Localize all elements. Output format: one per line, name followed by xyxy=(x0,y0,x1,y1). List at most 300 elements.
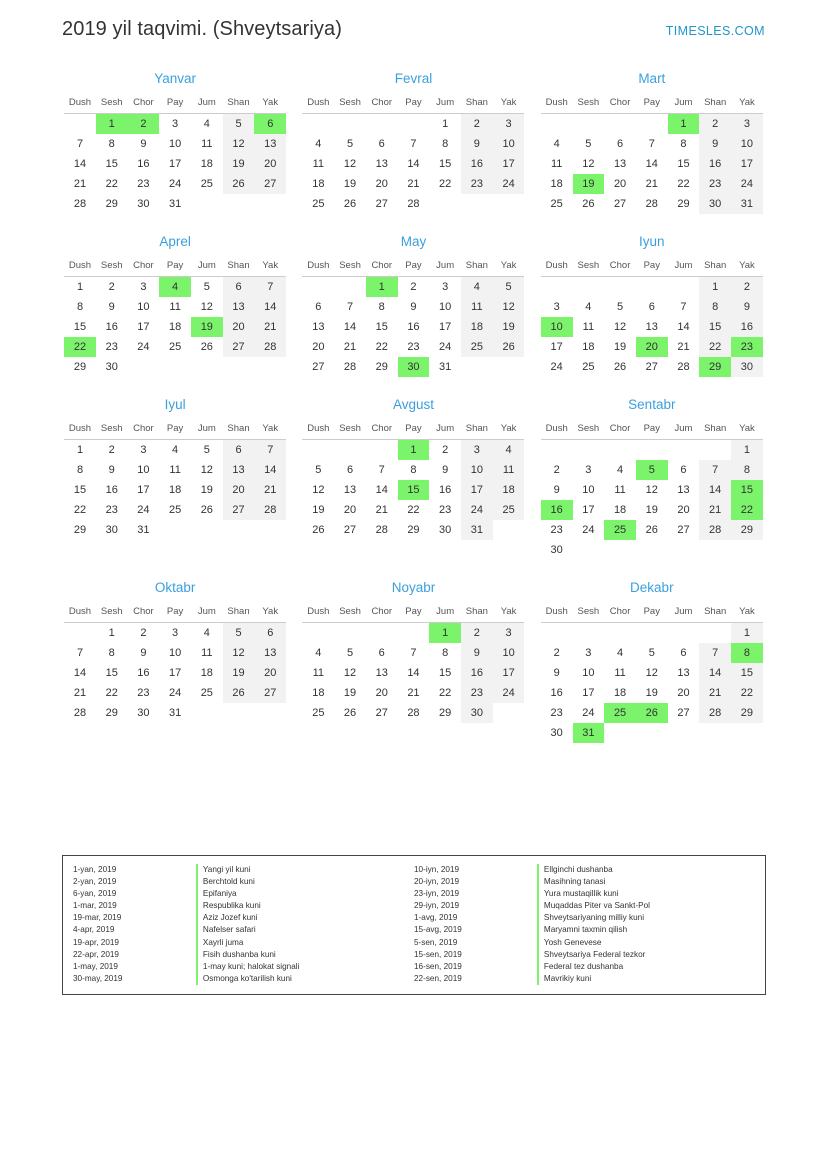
day-cell[interactable]: 22 xyxy=(407,504,420,516)
day-cell[interactable]: 27 xyxy=(223,500,255,520)
day-cell[interactable]: 30 xyxy=(105,524,118,536)
day-cell[interactable]: 12 xyxy=(343,667,357,679)
day-cell[interactable]: 13 xyxy=(677,484,690,496)
day-cell-holiday[interactable]: 5 xyxy=(636,460,668,480)
day-cell[interactable]: 14 xyxy=(407,667,420,679)
day-cell[interactable]: 4 xyxy=(203,627,210,639)
day-cell[interactable]: 19 xyxy=(645,687,658,699)
day-cell[interactable]: 11 xyxy=(614,667,626,679)
day-cell-holiday[interactable]: 26 xyxy=(636,703,668,723)
day-cell-holiday[interactable]: 15 xyxy=(731,480,763,500)
day-cell[interactable]: 5 xyxy=(648,647,655,659)
day-cell[interactable]: 3 xyxy=(493,623,525,644)
day-cell[interactable]: 29 xyxy=(73,524,87,536)
day-cell[interactable]: 8 xyxy=(410,464,417,476)
day-cell[interactable]: 18 xyxy=(200,158,213,170)
day-cell[interactable]: 29 xyxy=(375,361,388,373)
day-cell-holiday[interactable]: 10 xyxy=(541,317,573,337)
brand-link[interactable]: TIMESLES.COM xyxy=(665,24,765,38)
day-cell[interactable]: 23 xyxy=(137,178,150,190)
day-cell[interactable]: 22 xyxy=(699,337,731,357)
day-cell[interactable]: 3 xyxy=(140,281,147,293)
day-cell[interactable]: 16 xyxy=(699,154,731,174)
day-cell[interactable]: 9 xyxy=(461,134,493,154)
day-cell[interactable]: 8 xyxy=(108,647,115,659)
day-cell[interactable]: 7 xyxy=(254,277,286,298)
day-cell[interactable]: 3 xyxy=(140,444,147,456)
day-cell[interactable]: 26 xyxy=(312,524,325,536)
day-cell[interactable]: 9 xyxy=(140,138,147,150)
day-cell[interactable]: 24 xyxy=(137,504,150,516)
day-cell[interactable]: 6 xyxy=(378,138,385,150)
day-cell[interactable]: 21 xyxy=(645,178,658,190)
day-cell[interactable]: 13 xyxy=(375,667,388,679)
day-cell[interactable]: 30 xyxy=(137,707,150,719)
day-cell[interactable]: 21 xyxy=(73,178,87,190)
day-cell[interactable]: 20 xyxy=(343,504,357,516)
day-cell-holiday[interactable]: 2 xyxy=(128,114,160,135)
day-cell[interactable]: 15 xyxy=(105,667,118,679)
day-cell[interactable]: 13 xyxy=(254,643,286,663)
day-cell[interactable]: 3 xyxy=(493,114,525,135)
day-cell[interactable]: 4 xyxy=(315,647,322,659)
day-cell[interactable]: 20 xyxy=(677,687,690,699)
day-cell[interactable]: 4 xyxy=(617,647,624,659)
day-cell[interactable]: 4 xyxy=(553,138,560,150)
day-cell[interactable]: 18 xyxy=(312,687,325,699)
day-cell[interactable]: 9 xyxy=(553,667,560,679)
day-cell[interactable]: 22 xyxy=(439,687,452,699)
day-cell[interactable]: 17 xyxy=(582,504,595,516)
day-cell[interactable]: 9 xyxy=(553,484,560,496)
day-cell[interactable]: 8 xyxy=(699,297,731,317)
day-cell[interactable]: 7 xyxy=(410,647,417,659)
day-cell[interactable]: 17 xyxy=(731,154,763,174)
day-cell[interactable]: 2 xyxy=(731,277,763,298)
day-cell[interactable]: 12 xyxy=(645,667,658,679)
day-cell[interactable]: 22 xyxy=(439,178,452,190)
day-cell[interactable]: 4 xyxy=(585,301,592,313)
day-cell[interactable]: 20 xyxy=(223,480,255,500)
day-cell[interactable]: 17 xyxy=(493,154,525,174)
day-cell[interactable]: 22 xyxy=(105,687,118,699)
day-cell-holiday[interactable]: 30 xyxy=(398,357,430,377)
day-cell[interactable]: 9 xyxy=(140,647,147,659)
day-cell[interactable]: 31 xyxy=(137,524,150,536)
day-cell[interactable]: 18 xyxy=(582,341,595,353)
day-cell[interactable]: 18 xyxy=(493,480,525,500)
day-cell[interactable]: 17 xyxy=(439,321,452,333)
day-cell[interactable]: 29 xyxy=(439,707,452,719)
day-cell[interactable]: 22 xyxy=(375,341,388,353)
day-cell[interactable]: 28 xyxy=(407,198,420,210)
day-cell[interactable]: 24 xyxy=(168,687,182,699)
day-cell[interactable]: 6 xyxy=(315,301,322,313)
day-cell[interactable]: 11 xyxy=(550,158,563,170)
day-cell[interactable]: 30 xyxy=(137,198,150,210)
day-cell[interactable]: 29 xyxy=(105,198,118,210)
day-cell[interactable]: 30 xyxy=(550,727,563,739)
day-cell[interactable]: 18 xyxy=(613,687,627,699)
day-cell[interactable]: 10 xyxy=(461,460,493,480)
day-cell[interactable]: 27 xyxy=(254,174,286,194)
day-cell[interactable]: 24 xyxy=(493,683,525,703)
day-cell-holiday[interactable]: 15 xyxy=(398,480,430,500)
day-cell[interactable]: 28 xyxy=(645,198,658,210)
day-cell[interactable]: 4 xyxy=(461,277,493,298)
day-cell[interactable]: 5 xyxy=(493,277,525,298)
day-cell[interactable]: 25 xyxy=(168,504,182,516)
day-cell[interactable]: 16 xyxy=(105,484,118,496)
day-cell[interactable]: 19 xyxy=(645,504,658,516)
day-cell-holiday[interactable]: 1 xyxy=(668,114,700,135)
day-cell[interactable]: 6 xyxy=(680,647,687,659)
day-cell[interactable]: 23 xyxy=(550,707,563,719)
day-cell[interactable]: 3 xyxy=(731,114,763,135)
day-cell[interactable]: 5 xyxy=(223,623,255,644)
day-cell[interactable]: 17 xyxy=(168,158,182,170)
day-cell[interactable]: 20 xyxy=(312,341,325,353)
day-cell[interactable]: 5 xyxy=(223,114,255,135)
day-cell[interactable]: 21 xyxy=(699,683,731,703)
day-cell[interactable]: 21 xyxy=(407,178,420,190)
day-cell[interactable]: 8 xyxy=(442,647,449,659)
day-cell[interactable]: 18 xyxy=(550,178,563,190)
day-cell[interactable]: 25 xyxy=(168,341,182,353)
day-cell[interactable]: 26 xyxy=(223,174,255,194)
day-cell[interactable]: 22 xyxy=(677,178,690,190)
day-cell[interactable]: 30 xyxy=(731,357,763,377)
day-cell[interactable]: 8 xyxy=(442,138,449,150)
day-cell[interactable]: 14 xyxy=(254,297,286,317)
day-cell[interactable]: 7 xyxy=(346,301,354,313)
day-cell[interactable]: 3 xyxy=(172,627,179,639)
day-cell[interactable]: 23 xyxy=(137,687,150,699)
day-cell[interactable]: 25 xyxy=(550,198,563,210)
day-cell[interactable]: 12 xyxy=(645,484,658,496)
day-cell[interactable]: 13 xyxy=(312,321,325,333)
day-cell[interactable]: 7 xyxy=(378,464,385,476)
day-cell[interactable]: 25 xyxy=(461,337,493,357)
day-cell[interactable]: 24 xyxy=(550,361,563,373)
day-cell[interactable]: 5 xyxy=(346,647,354,659)
day-cell[interactable]: 4 xyxy=(493,440,525,461)
day-cell[interactable]: 23 xyxy=(439,504,452,516)
day-cell-holiday[interactable]: 1 xyxy=(96,114,128,135)
day-cell[interactable]: 13 xyxy=(375,158,388,170)
day-cell[interactable]: 11 xyxy=(614,484,626,496)
day-cell[interactable]: 25 xyxy=(200,687,213,699)
day-cell[interactable]: 23 xyxy=(105,341,118,353)
day-cell[interactable]: 11 xyxy=(312,158,325,170)
day-cell[interactable]: 3 xyxy=(585,647,592,659)
day-cell[interactable]: 2 xyxy=(553,647,560,659)
day-cell[interactable]: 1 xyxy=(76,281,84,293)
day-cell[interactable]: 14 xyxy=(375,484,388,496)
day-cell[interactable]: 24 xyxy=(168,178,182,190)
day-cell[interactable]: 11 xyxy=(169,464,181,476)
day-cell[interactable]: 23 xyxy=(461,683,493,703)
day-cell[interactable]: 11 xyxy=(201,138,213,150)
day-cell[interactable]: 7 xyxy=(699,460,731,480)
day-cell-holiday[interactable]: 8 xyxy=(731,643,763,663)
day-cell[interactable]: 14 xyxy=(407,158,420,170)
day-cell[interactable]: 27 xyxy=(677,524,690,536)
day-cell[interactable]: 13 xyxy=(254,134,286,154)
day-cell[interactable]: 25 xyxy=(493,500,525,520)
day-cell[interactable]: 20 xyxy=(613,178,627,190)
day-cell[interactable]: 11 xyxy=(493,460,525,480)
day-cell[interactable]: 19 xyxy=(493,317,525,337)
day-cell[interactable]: 9 xyxy=(699,134,731,154)
day-cell[interactable]: 30 xyxy=(439,524,452,536)
day-cell[interactable]: 1 xyxy=(108,627,115,639)
day-cell[interactable]: 23 xyxy=(550,524,563,536)
day-cell[interactable]: 20 xyxy=(375,178,388,190)
day-cell[interactable]: 21 xyxy=(677,341,690,353)
day-cell[interactable]: 15 xyxy=(439,158,452,170)
day-cell[interactable]: 25 xyxy=(312,198,325,210)
day-cell[interactable]: 18 xyxy=(461,317,493,337)
day-cell[interactable]: 12 xyxy=(312,484,325,496)
day-cell[interactable]: 27 xyxy=(645,361,658,373)
day-cell[interactable]: 28 xyxy=(407,707,420,719)
day-cell[interactable]: 17 xyxy=(550,341,563,353)
day-cell[interactable]: 25 xyxy=(582,361,595,373)
day-cell-holiday[interactable]: 20 xyxy=(636,337,668,357)
day-cell[interactable]: 28 xyxy=(677,361,690,373)
day-cell[interactable]: 26 xyxy=(223,683,255,703)
day-cell[interactable]: 17 xyxy=(137,321,150,333)
day-cell[interactable]: 13 xyxy=(677,667,690,679)
day-cell[interactable]: 21 xyxy=(254,317,286,337)
day-cell[interactable]: 8 xyxy=(108,138,115,150)
day-cell[interactable]: 15 xyxy=(73,484,87,496)
day-cell[interactable]: 31 xyxy=(461,520,493,540)
day-cell[interactable]: 21 xyxy=(375,504,388,516)
day-cell[interactable]: 28 xyxy=(254,500,286,520)
day-cell[interactable]: 30 xyxy=(461,703,493,723)
day-cell[interactable]: 9 xyxy=(461,643,493,663)
day-cell[interactable]: 2 xyxy=(410,281,417,293)
day-cell-holiday[interactable]: 23 xyxy=(731,337,763,357)
day-cell[interactable]: 11 xyxy=(461,297,493,317)
day-cell[interactable]: 19 xyxy=(223,663,255,683)
day-cell[interactable]: 5 xyxy=(203,444,210,456)
day-cell[interactable]: 2 xyxy=(108,444,115,456)
day-cell[interactable]: 26 xyxy=(493,337,525,357)
day-cell[interactable]: 17 xyxy=(137,484,150,496)
day-cell[interactable]: 15 xyxy=(73,321,87,333)
day-cell[interactable]: 5 xyxy=(346,138,354,150)
day-cell[interactable]: 12 xyxy=(343,158,357,170)
day-cell[interactable]: 27 xyxy=(677,707,690,719)
day-cell-holiday[interactable]: 1 xyxy=(429,623,461,644)
day-cell[interactable]: 19 xyxy=(200,484,213,496)
day-cell[interactable]: 13 xyxy=(613,158,627,170)
day-cell[interactable]: 19 xyxy=(223,154,255,174)
day-cell[interactable]: 10 xyxy=(168,647,182,659)
day-cell[interactable]: 15 xyxy=(731,663,763,683)
day-cell[interactable]: 27 xyxy=(312,361,325,373)
day-cell[interactable]: 22 xyxy=(73,504,87,516)
day-cell[interactable]: 24 xyxy=(461,500,493,520)
day-cell[interactable]: 24 xyxy=(582,524,595,536)
day-cell[interactable]: 17 xyxy=(461,480,493,500)
day-cell[interactable]: 10 xyxy=(137,464,150,476)
day-cell[interactable]: 24 xyxy=(439,341,452,353)
day-cell[interactable]: 6 xyxy=(223,277,255,298)
day-cell[interactable]: 9 xyxy=(410,301,417,313)
day-cell[interactable]: 8 xyxy=(76,301,84,313)
day-cell[interactable]: 22 xyxy=(105,178,118,190)
day-cell[interactable]: 2 xyxy=(461,623,493,644)
day-cell[interactable]: 4 xyxy=(617,464,624,476)
day-cell[interactable]: 5 xyxy=(203,281,210,293)
day-cell[interactable]: 29 xyxy=(731,520,763,540)
day-cell[interactable]: 27 xyxy=(223,337,255,357)
day-cell[interactable]: 23 xyxy=(105,504,118,516)
day-cell[interactable]: 15 xyxy=(677,158,690,170)
day-cell-holiday[interactable]: 25 xyxy=(604,703,636,723)
day-cell[interactable]: 8 xyxy=(378,301,385,313)
day-cell[interactable]: 28 xyxy=(73,198,87,210)
day-cell[interactable]: 30 xyxy=(105,361,118,373)
day-cell[interactable]: 27 xyxy=(343,524,357,536)
day-cell[interactable]: 9 xyxy=(731,297,763,317)
day-cell[interactable]: 12 xyxy=(200,464,213,476)
day-cell[interactable]: 1 xyxy=(699,277,731,298)
day-cell[interactable]: 23 xyxy=(461,174,493,194)
day-cell[interactable]: 30 xyxy=(699,194,731,214)
day-cell[interactable]: 18 xyxy=(168,484,182,496)
day-cell[interactable]: 17 xyxy=(582,687,595,699)
day-cell-holiday[interactable]: 6 xyxy=(254,114,286,135)
day-cell[interactable]: 12 xyxy=(223,643,255,663)
day-cell[interactable]: 12 xyxy=(223,134,255,154)
day-cell-holiday[interactable]: 19 xyxy=(191,317,223,337)
day-cell[interactable]: 19 xyxy=(312,504,325,516)
day-cell[interactable]: 21 xyxy=(343,341,357,353)
day-cell[interactable]: 15 xyxy=(439,667,452,679)
day-cell[interactable]: 26 xyxy=(200,341,213,353)
day-cell[interactable]: 2 xyxy=(699,114,731,135)
day-cell[interactable]: 6 xyxy=(378,647,385,659)
day-cell[interactable]: 29 xyxy=(731,703,763,723)
day-cell[interactable]: 2 xyxy=(461,114,493,135)
day-cell[interactable]: 26 xyxy=(645,524,658,536)
day-cell[interactable]: 16 xyxy=(105,321,118,333)
day-cell[interactable]: 29 xyxy=(407,524,420,536)
day-cell[interactable]: 5 xyxy=(617,301,624,313)
day-cell[interactable]: 17 xyxy=(493,663,525,683)
day-cell[interactable]: 31 xyxy=(731,194,763,214)
day-cell[interactable]: 31 xyxy=(168,198,182,210)
day-cell[interactable]: 27 xyxy=(375,707,388,719)
day-cell-holiday[interactable]: 1 xyxy=(398,440,430,461)
day-cell[interactable]: 10 xyxy=(439,301,452,313)
day-cell[interactable]: 23 xyxy=(699,174,731,194)
day-cell[interactable]: 13 xyxy=(223,297,255,317)
day-cell[interactable]: 28 xyxy=(699,520,731,540)
day-cell[interactable]: 14 xyxy=(254,460,286,480)
day-cell[interactable]: 7 xyxy=(410,138,417,150)
day-cell[interactable]: 14 xyxy=(73,158,87,170)
day-cell[interactable]: 16 xyxy=(550,687,563,699)
day-cell[interactable]: 10 xyxy=(493,643,525,663)
day-cell[interactable]: 3 xyxy=(461,440,493,461)
day-cell[interactable]: 27 xyxy=(613,198,627,210)
day-cell[interactable]: 24 xyxy=(493,174,525,194)
day-cell[interactable]: 7 xyxy=(648,138,655,150)
day-cell[interactable]: 11 xyxy=(582,321,595,333)
day-cell[interactable]: 9 xyxy=(442,464,449,476)
day-cell[interactable]: 25 xyxy=(200,178,213,190)
day-cell[interactable]: 11 xyxy=(169,301,181,313)
day-cell[interactable]: 12 xyxy=(200,301,213,313)
day-cell[interactable]: 29 xyxy=(105,707,118,719)
day-cell[interactable]: 3 xyxy=(172,118,179,130)
day-cell[interactable]: 1 xyxy=(76,444,84,456)
day-cell[interactable]: 24 xyxy=(731,174,763,194)
day-cell[interactable]: 27 xyxy=(254,683,286,703)
day-cell[interactable]: 9 xyxy=(108,301,115,313)
day-cell[interactable]: 28 xyxy=(699,703,731,723)
day-cell[interactable]: 20 xyxy=(375,687,388,699)
day-cell[interactable]: 15 xyxy=(699,317,731,337)
day-cell[interactable]: 26 xyxy=(613,361,627,373)
day-cell[interactable]: 26 xyxy=(582,198,595,210)
day-cell[interactable]: 20 xyxy=(254,663,286,683)
day-cell[interactable]: 14 xyxy=(699,663,731,683)
day-cell[interactable]: 21 xyxy=(407,687,420,699)
day-cell[interactable]: 6 xyxy=(648,301,655,313)
day-cell-holiday[interactable]: 22 xyxy=(731,500,763,520)
day-cell[interactable]: 10 xyxy=(493,134,525,154)
day-cell[interactable]: 8 xyxy=(731,460,763,480)
day-cell[interactable]: 14 xyxy=(343,321,357,333)
day-cell[interactable]: 19 xyxy=(613,341,627,353)
day-cell[interactable]: 14 xyxy=(73,667,87,679)
day-cell[interactable]: 16 xyxy=(137,158,150,170)
day-cell-holiday[interactable]: 19 xyxy=(573,174,605,194)
day-cell[interactable]: 16 xyxy=(137,667,150,679)
day-cell[interactable]: 6 xyxy=(223,440,255,461)
day-cell[interactable]: 12 xyxy=(613,321,627,333)
day-cell[interactable]: 6 xyxy=(346,464,354,476)
day-cell[interactable]: 2 xyxy=(553,464,560,476)
day-cell[interactable]: 18 xyxy=(168,321,182,333)
day-cell[interactable]: 10 xyxy=(731,134,763,154)
day-cell[interactable]: 31 xyxy=(168,707,182,719)
day-cell[interactable]: 12 xyxy=(493,297,525,317)
day-cell[interactable]: 7 xyxy=(699,643,731,663)
day-cell[interactable]: 2 xyxy=(442,444,449,456)
day-cell[interactable]: 31 xyxy=(439,361,452,373)
day-cell[interactable]: 12 xyxy=(582,158,595,170)
day-cell[interactable]: 7 xyxy=(76,647,84,659)
day-cell[interactable]: 19 xyxy=(343,178,357,190)
day-cell[interactable]: 19 xyxy=(343,687,357,699)
day-cell[interactable]: 3 xyxy=(553,301,560,313)
day-cell[interactable]: 14 xyxy=(645,158,658,170)
day-cell[interactable]: 14 xyxy=(699,480,731,500)
day-cell[interactable]: 24 xyxy=(582,707,595,719)
day-cell[interactable]: 18 xyxy=(613,504,627,516)
day-cell[interactable]: 6 xyxy=(254,623,286,644)
day-cell[interactable]: 10 xyxy=(137,301,150,313)
day-cell[interactable]: 26 xyxy=(343,707,357,719)
